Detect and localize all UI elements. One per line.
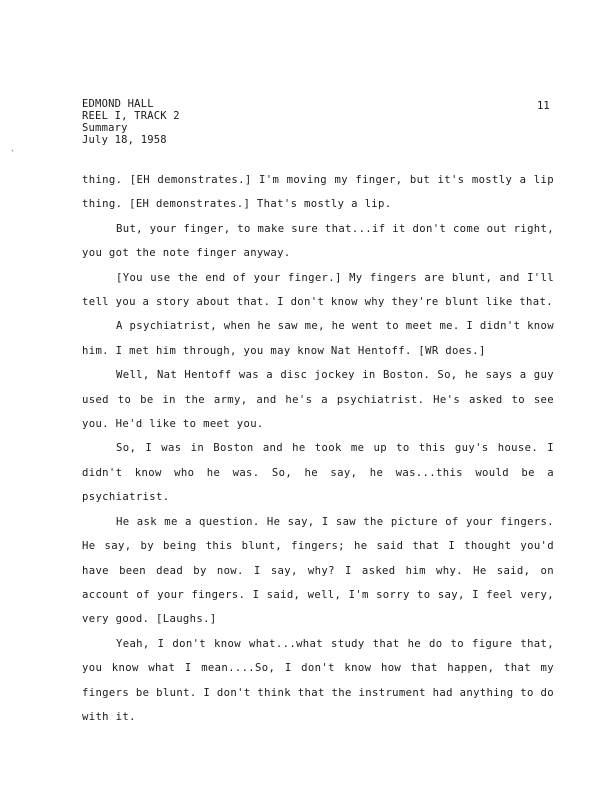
paragraph: Well, Nat Hentoff was a disc jockey in Boston. So, he says a guy used to be in the army, and he's a psychiatrist. He's asked to see you. He'd like to meet you. [82, 369, 554, 431]
paragraph: So, I was in Boston and he took me up to this guy's house. I didn't know who he was. So, he say, he was...this would be a psychiatrist. [82, 442, 554, 504]
page-number: 11 [537, 100, 550, 112]
paragraph: A psychiatrist, when he saw me, he went to meet me. I didn't know him. I met him through, you may know Nat Hentoff. [WR does.] [82, 320, 554, 357]
transcript-body [82, 168, 554, 729]
paragraph: Yeah, I don't know what...what study that he do to figure that, you know what I mean....So, I don't know how that happen, that my fingers be blunt. I don't think that the instrument had anything to do with it. [82, 637, 554, 723]
paragraph: He ask me a question. He say, I saw the picture of your fingers. He say, by being this blunt, fingers; he said that I thought you'd have been dead by now. I say, why? I asked him why. He said, on account of your fingers. I said, well, I'm sorry to say, I feel very, very good. [Laughs.] [82, 515, 554, 626]
document-header [82, 98, 180, 146]
paragraph: But, your finger, to make sure that...if it don't come out right, you got the note finger anyway. [82, 222, 554, 260]
paragraph: [You use the end of your finger.] My fingers are blunt, and I'll tell you a story about that. I don't know why they're blunt like that. [82, 271, 554, 309]
reel-track: REEL I, TRACK 2 [82, 110, 180, 122]
document-type: Summary [82, 122, 128, 134]
interview-date: July 18, 1958 [82, 134, 167, 146]
paragraph: thing. [EH demonstrates.] I'm moving my finger, but it's mostly a lip thing. [EH demonstrates.] That's mostly a lip. [82, 174, 554, 211]
margin-mark: ` [10, 150, 16, 160]
interviewee-name: EDMOND HALL [82, 98, 154, 110]
